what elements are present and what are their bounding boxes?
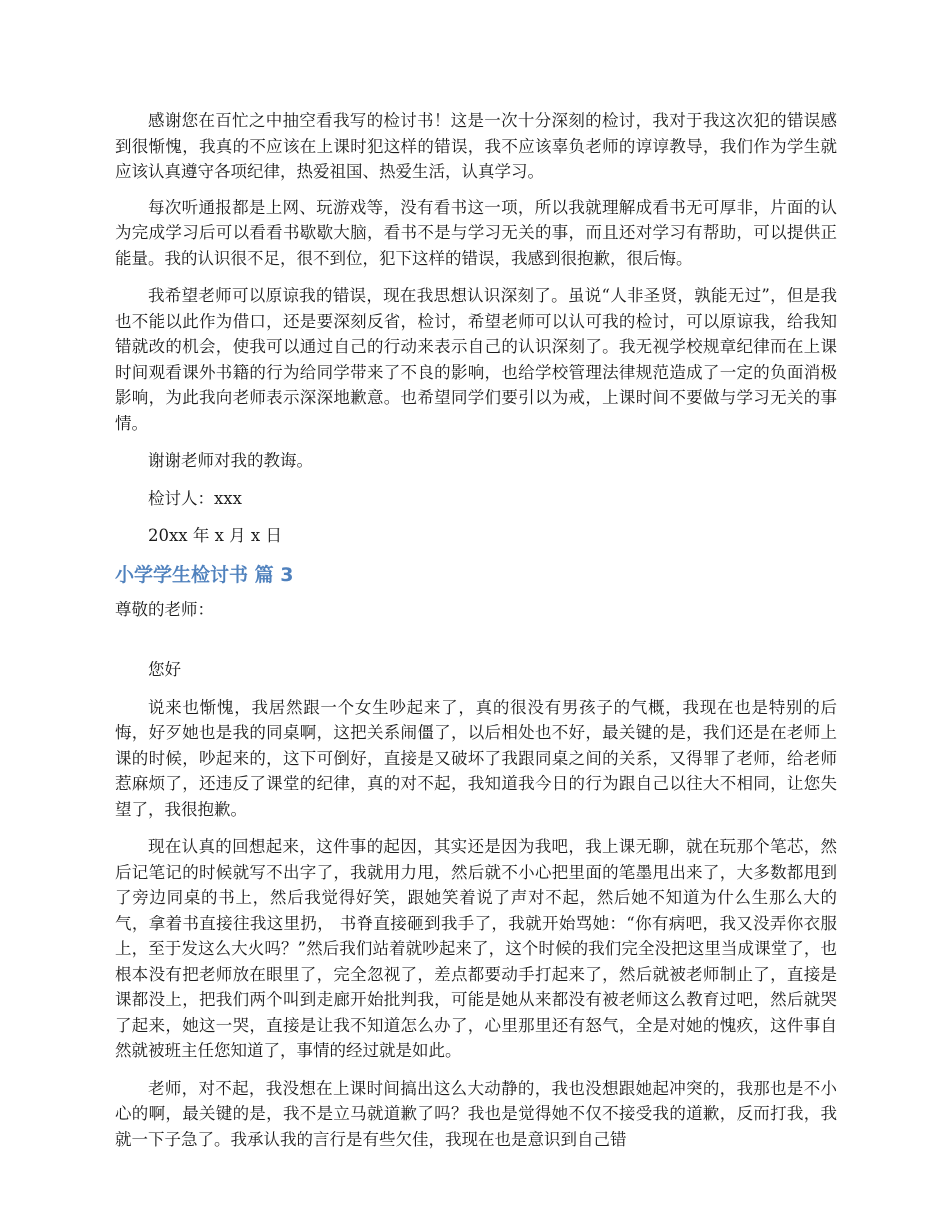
- paragraph-reading-explanation: 每次听通报都是上网、玩游戏等，没有看书这一项，所以我就理解成看书无可厚非，片面的认为完成学习后可以看看书歇歇大脑，看书不是与学习无关的事，而且还对学习有帮助，可以提供正能量。我的认识很不足，很不到位，犯下这样的错误，我感到很抱歉，很后悔。: [115, 197, 837, 268]
- paragraph-quarrel: 说来也惭愧，我居然跟一个女生吵起来了，真的很没有男孩子的气概，我现在也是特别的后悔，好歹她也是我的同桌啊，这把关系闹僵了，以后相处也不好，最关键的是，我们还是在老师上课的时候，吵起来的，这下可倒好，直接是又破坏了我跟同桌之间的关系，又得罪了老师，给老师惹麻烦了，还违反了课堂的纪律，真的对不起，我知道我今日的行为跟自己以往大不相同，让您失望了，我很抱歉。: [115, 697, 837, 819]
- greeting: 您好: [148, 660, 181, 679]
- paragraph-hope-forgiveness: 我希望老师可以原谅我的错误，现在我思想认识深刻了。虽说“人非圣贤，孰能无过”，但是我也不能以此作为借口，还是要深刻反省，检讨，希望老师可以认可我的检讨，可以原谅我，给我知错就改的机会，使我可以通过自己的行动来表示自己的认识深刻了。我无视学校规章纪律而在上课时间观看课外书籍的行为给同学带来了不良的影响，也给学校管理法律规范造成了一定的负面消极影响，为此我向老师表示深深地歉意。也希望同学们要引以为戒，上课时间不要做与学习无关的事情。: [115, 286, 837, 433]
- paragraph-apology-intro: 感谢您在百忙之中抽空看我写的检讨书！这是一次十分深刻的检讨，我对于我这次犯的错误感到很惭愧，我真的不应该在上课时犯这样的错误，我不应该辜负老师的谆谆教导，我们作为学生就应该认真遵守各项纪律，热爱祖国、热爱生活，认真学习。: [115, 111, 837, 181]
- signature-line: 检讨人：xxx: [148, 488, 242, 508]
- section-heading: 小学学生检讨书 篇 3: [115, 563, 294, 586]
- date-line: 20xx 年 x 月 x 日: [148, 526, 282, 545]
- paragraph-thanks: 谢谢老师对我的教诲。: [148, 451, 313, 470]
- paragraph-recollection: 现在认真的回想起来，这件事的起因，其实还是因为我吧，我上课无聊，就在玩那个笔芯，然后记笔记的时候就写不出字了，我就用力甩，然后就不小心把里面的笔墨甩出来了，大多数都甩到了旁边同桌的书上，然后我觉得好笑，跟她笑着说了声对不起，然后她不知道为什么生那么大的气，拿着书直接往我这里扔， 书脊直接砸到我手了，我就开始骂她：“你有病吧，我又没弄你衣服上，至于发这么大火吗？”然后我们站着就吵起来了，这个时候的我们完全没把这里当成课堂了，也根本没有把老师放在眼里了，完全忽视了，差点都要动手打起来了，然后就被老师制止了，直接是课都没上，把我们两个叫到走廊开始批判我，可能是她从来都没有被老师这么教育过吧，然后就哭了起来，她这一哭，直接是让我不知道怎么办了，心里那里还有怒气，全是对她的愧疚，这件事自然就被班主任您知道了，事情的经过就是如此。: [115, 837, 837, 1060]
- salutation: 尊敬的老师：: [115, 599, 214, 619]
- paragraph-sorry: 老师，对不起，我没想在上课时间搞出这么大动静的，我也没想跟她起冲突的，我那也是不小心的啊，最关键的是，我不是立马就道歉了吗？我也是觉得她不仅不接受我的道歉，反而打我，我就一下子急了。我承认我的言行是有些欠佳，我现在也是意识到自己错: [115, 1078, 837, 1149]
- document-page: [115, 108, 837, 1152]
